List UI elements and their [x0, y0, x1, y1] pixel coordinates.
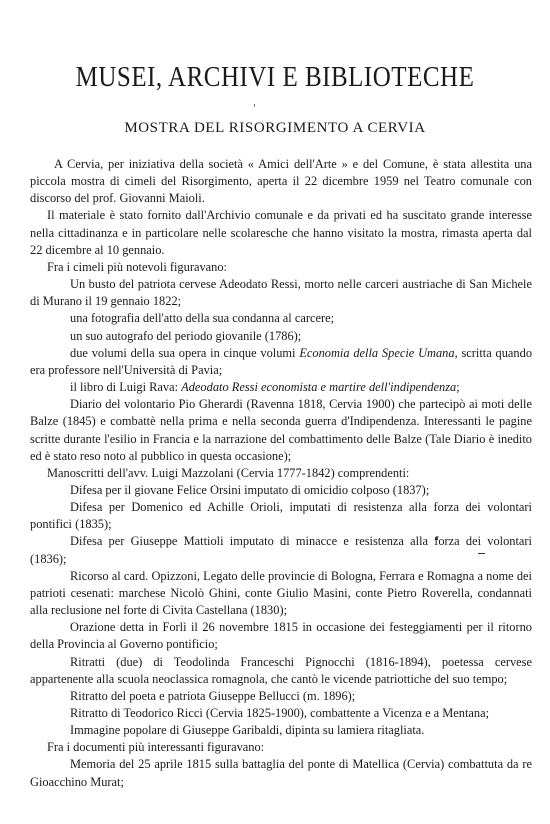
list-item: due volumi della sua opera in cinque volumi Economia della Specie Umana, scritta quando era professore nell'Università di Pavia;	[30, 345, 533, 377]
paragraph-material: Il materiale è stato fornito dall'Archivio comunale e da privati ed ha suscitato grande interesse nella cittadinanza e in particolare nelle scolaresche che hanno visitato la mostra, rimasta aperta dal 22 dicembre al 10 gennaio.	[30, 208, 532, 257]
list-item: Difesa per il giovane Felice Orsini imputato di omicidio colposo (1837);	[70, 482, 430, 497]
list-item: Difesa per Domenico ed Achille Orioli, imputati di resistenza alla forza dei volontari pontifici (1835);	[30, 500, 532, 532]
list-item: Ricorso al card. Opizzoni, Legato delle provincie di Bologna, Ferrara e Romagna a nome dei patrioti cesenati: marchese Nicolò Ghini, conte Giulio Masini, conte Pietro Roverella, condannati alla reclusione nel forte di Civita Castellana (1830);	[30, 568, 532, 618]
list-item: Orazione detta in Forlì il 26 novembre 1815 in occasione dei festeggiamenti per il ritorno della Provincia al Governo pontificio;	[30, 620, 532, 652]
page-title: MUSEI, ARCHIVI E BIBLIOTECHE	[75, 61, 475, 93]
list-item: Memoria del 25 aprile 1815 sulla battaglia del ponte di Matellica (Cervia) combattuta da re Gioacchino Murat;	[30, 757, 532, 789]
paragraph-heading-documenti: Fra i documenti più interessanti figuravano:	[47, 740, 265, 755]
paragraph-heading-cimeli: Fra i cimeli più notevoli figuravano:	[47, 259, 227, 274]
list-item: il libro di Luigi Rava: Adeodato Ressi economista e martire dell'indipendenza;	[70, 380, 460, 395]
list-item: un suo autografo del periodo giovanile (1786);	[70, 328, 302, 343]
print-speck	[254, 104, 255, 107]
book-title: Economia della Specie Umana	[299, 345, 455, 360]
list-item: una fotografia dell'atto della sua condanna al carcere;	[70, 311, 335, 326]
list-item: Ritratto del poeta e patriota Giuseppe Bellucci (m. 1896);	[70, 688, 356, 703]
list-item: Ritratti (due) di Teodolinda Franceschi Pignocchi (1816-1894), poetessa cervese appartenente alla scuola neoclassica romagnola, che cantò le vicende patriottiche del suo tempo;	[30, 654, 532, 686]
list-item: Immagine popolare di Giuseppe Garibaldi, dipinta su lamiera ritagliata.	[70, 723, 425, 738]
list-item: Diario del volontario Pio Gherardi (Ravenna 1818, Cervia 1900) che partecipò ai moti delle Balze (1845) e combattè nella prima e nella seconda guerra d'Indipendenza. Interessanti le pagine scritte durante l'esilio in Francia e la narrazione del combattimento delle Balze (Tale Diario è inedito ed è stato reso noto al pubblico in questa occasione);	[30, 397, 532, 463]
list-item: Un busto del patriota cervese Adeodato Ressi, morto nelle carceri austriache di San Michele di Murano il 19 gennaio 1822;	[30, 277, 532, 309]
paragraph-intro: A Cervia, per iniziativa della società « Amici dell'Arte » e del Comune, è stata allestita una piccola mostra di cimeli del Risorgimento, aperta il 22 dicembre 1959 nel Teatro comunale con discorso del prof. Giovanni Maioli.	[30, 157, 532, 206]
article-title: MOSTRA DEL RISORGIMENTO A CERVIA	[124, 120, 426, 136]
book-title: Adeodato Ressi economista e martire dell'indipendenza	[181, 380, 457, 395]
list-item: Manoscritti dell'avv. Luigi Mazzolani (Cervia 1777-1842) comprendenti:	[47, 465, 410, 480]
article-body	[30, 156, 532, 791]
list-item: Ritratto di Teodorico Ricci (Cervia 1825-1900), combattente a Vicenza e a Mentana;	[70, 706, 490, 720]
list-item: Difesa per Giuseppe Mattioli imputato di minacce e resistenza alla forza dei volontari (1836);	[30, 534, 532, 566]
